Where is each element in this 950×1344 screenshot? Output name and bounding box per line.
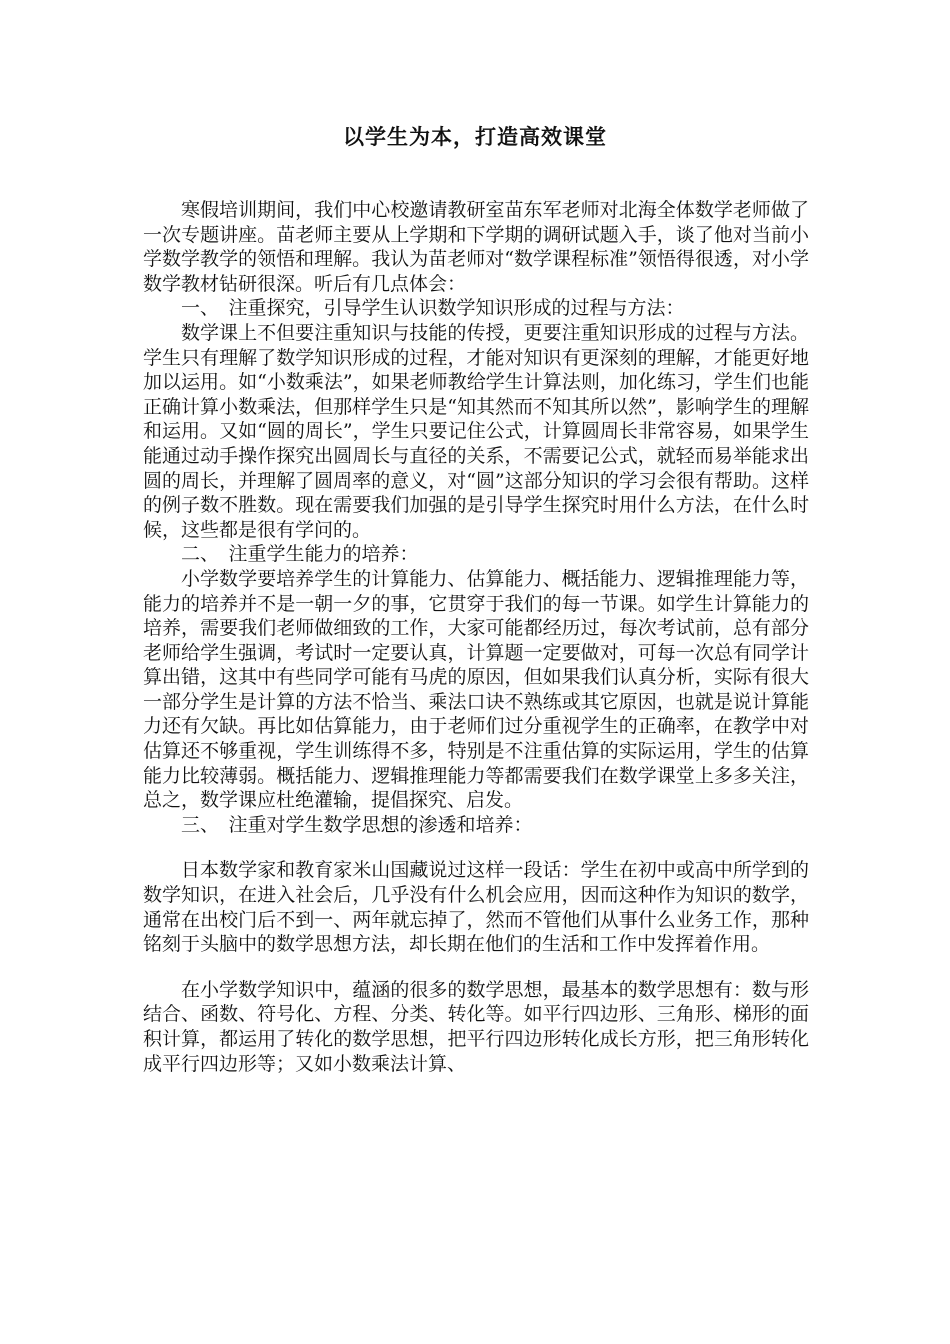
document-title: 以学生为本，打造高效课堂 [343,124,607,149]
section-3-paragraph-1: 日本数学家和教育家米山国藏说过这样一段话：学生在初中或高中所学到的数学知识，在进入社会后，几乎没有什么机会应用，因而这种作为知识的数学，通常在出校门后不到一、两年就忘掉了，然而不管他们从事什么业务工作，那种铭刻于头脑中的数学思想方法，却长期在他们的生活和工作中发挥着作用。 [143,859,809,956]
section-2-paragraph: 小学数学要培养学生的计算能力、估算能力、概括能力、逻辑推理能力等，能力的培养并不是一朝一夕的事，它贯穿于我们的每一节课。如学生计算能力的培养，需要我们老师做细致的工作，大家可能都经历过，每次考试前，总有部分老师给学生强调，考试时一定要认真，计算题一定要做对，可每一次总有同学计算出错，这其中有些同学可能有马虎的原因，但如果我们认真分析，实际有很大一部分学生是计算的方法不恰当、乘法口诀不熟练或其它原因，也就是说计算能力还有欠缺。再比如估算能力，由于老师们过分重视学生的正确率，在教学中对估算还不够重视，学生训练得不多，特别是不注重估算的实际运用，学生的估算能力比较薄弱。概括能力、逻辑推理能力等都需要我们在数学课堂上多多关注，总之，数学课应杜绝灌输，提倡探究、启发。 [143,567,809,812]
section-heading-1: 一、 注重探究，引导学生认识数学知识形成的过程与方法： [181,297,685,320]
intro-paragraph: 寒假培训期间，我们中心校邀请教研室苗东军老师对北海全体数学老师做了一次专题讲座。苗老师主要从上学期和下学期的调研试题入手，谈了他对当前小学数学教学的领悟和理解。我认为苗老师对“数学课程标准”领悟得很透，对小学数学教材钻研很深。听后有几点体会： [143,199,809,295]
document-body [143,198,809,1076]
section-heading-3: 三、 注重对学生数学思想的渗透和培养： [181,813,533,836]
section-1-paragraph: 数学课上不但要注重知识与技能的传授，更要注重知识形成的过程与方法。学生只有理解了数学知识形成的过程，才能对知识有更深刻的理解，才能更好地加以运用。如“小数乘法”，如果老师教给学生计算法则，加化练习，学生们也能正确计算小数乘法，但那样学生只是“知其然而不知其所以然”，影响学生的理解和运用。又如“圆的周长”，学生只要记住公式，计算圆周长非常容易，如果学生能通过动手操作探究出圆周长与直径的关系，不需要记公式，就轻而易举能求出圆的周长，并理解了圆周率的意义，对“圆”这部分知识的学习会很有帮助。这样的例子数不胜数。现在需要我们加强的是引导学生探究时用什么方法，在什么时候，这些都是很有学问的。 [143,321,809,541]
section-heading-2: 二、 注重学生能力的培养： [181,543,419,566]
section-3-paragraph-2: 在小学数学知识中，蕴涵的很多的数学思想，最基本的数学思想有：数与形结合、函数、符号化、方程、分类、转化等。如平行四边形、三角形、梯形的面积计算，都运用了转化的数学思想，把平行四边形转化成长方形，把三角形转化成平行四边形等；又如小数乘法计算、 [143,978,809,1075]
